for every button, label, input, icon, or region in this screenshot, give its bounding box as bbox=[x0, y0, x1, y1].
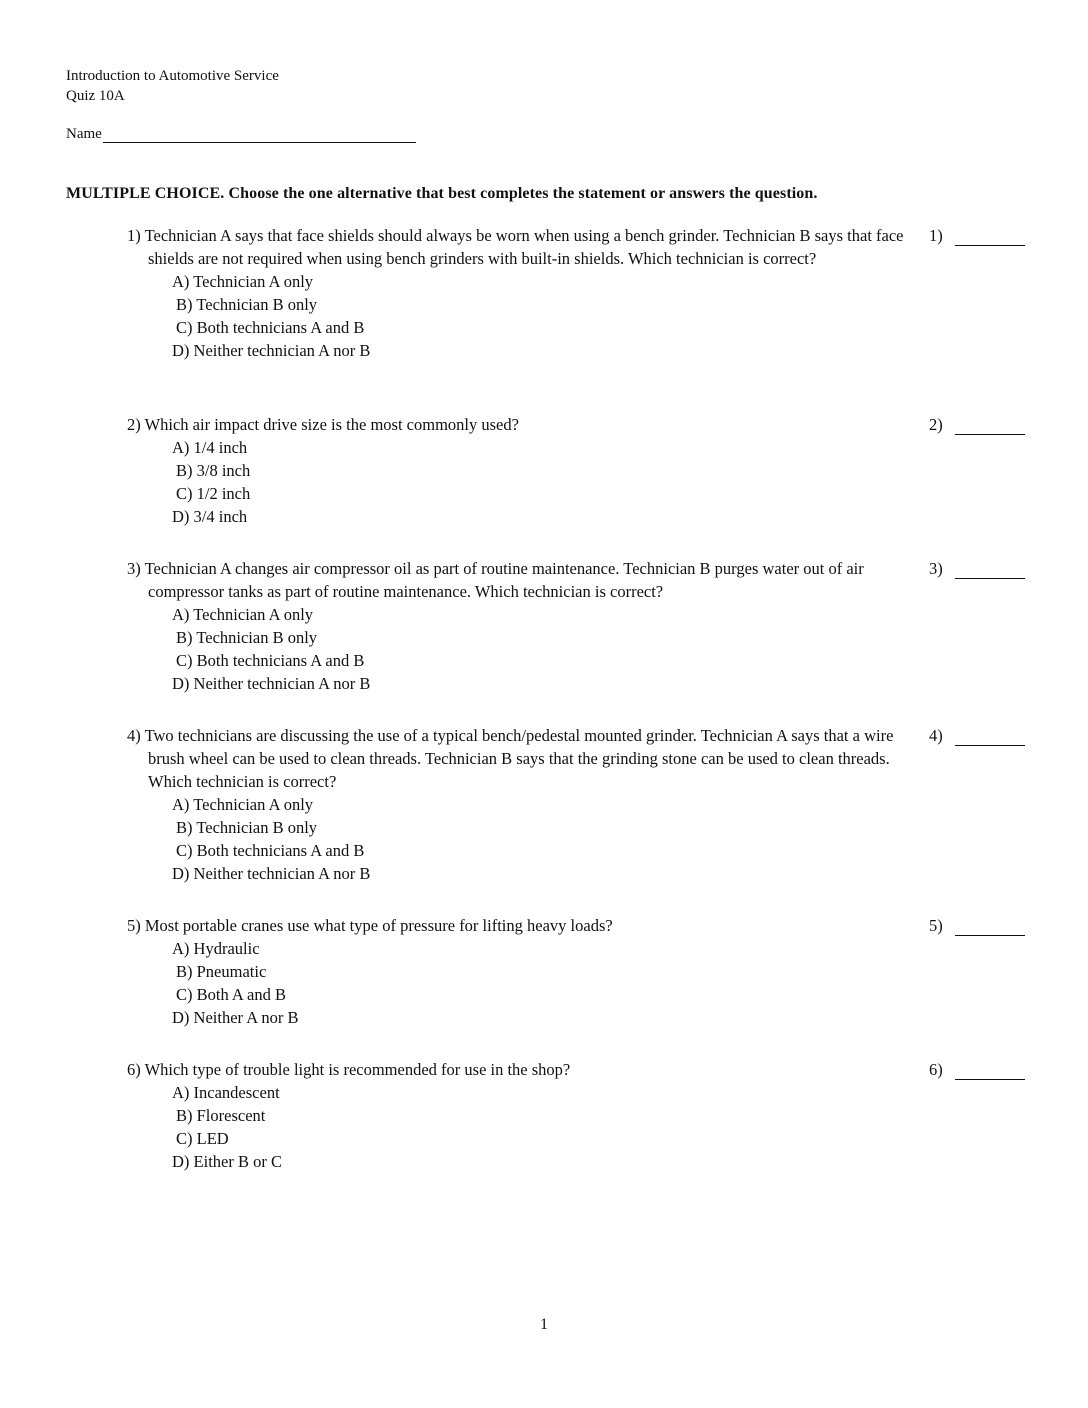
answer-blank-1 bbox=[929, 226, 1025, 246]
answer-blank-6 bbox=[929, 1060, 1025, 1080]
question-stem: 4) Two technicians are discussing the use of a typical bench/pedestal mounted grinder. Technician A says that a wire brush wheel can be used to clean threads. Technician B says that the grinding stone can be used to clean threads. Which technician is correct? bbox=[127, 726, 894, 791]
answer-line[interactable] bbox=[955, 1063, 1025, 1080]
option-a: A) Technician A only bbox=[172, 605, 314, 624]
answer-number: 2) bbox=[929, 415, 943, 434]
page-number: 1 bbox=[540, 1316, 548, 1333]
answer-line[interactable] bbox=[955, 562, 1025, 579]
name-label: Name bbox=[66, 126, 102, 142]
option-a: A) 1/4 inch bbox=[172, 438, 248, 457]
answer-line[interactable] bbox=[955, 418, 1025, 435]
answer-line[interactable] bbox=[955, 919, 1025, 936]
option-b: B) Pneumatic bbox=[176, 962, 267, 981]
question-4 bbox=[127, 724, 907, 885]
name-blank-line[interactable] bbox=[103, 125, 416, 143]
option-d: D) Neither A nor B bbox=[172, 1008, 299, 1027]
option-a: A) Hydraulic bbox=[172, 939, 260, 958]
question-5 bbox=[127, 914, 907, 1029]
option-b: B) Technician B only bbox=[176, 628, 318, 647]
options-list bbox=[172, 270, 907, 362]
option-d: D) Neither technician A nor B bbox=[172, 674, 371, 693]
question-3 bbox=[127, 557, 907, 695]
option-b: B) 3/8 inch bbox=[176, 461, 251, 480]
question-1 bbox=[127, 224, 907, 362]
question-stem: 5) Most portable cranes use what type of pressure for lifting heavy loads? bbox=[127, 916, 613, 935]
option-d: D) 3/4 inch bbox=[172, 507, 248, 526]
option-c: C) Both technicians A and B bbox=[176, 841, 365, 860]
options-list bbox=[172, 793, 907, 885]
options-list bbox=[172, 436, 907, 528]
option-c: C) Both technicians A and B bbox=[176, 651, 365, 670]
answer-line[interactable] bbox=[955, 229, 1025, 246]
option-b: B) Technician B only bbox=[176, 295, 318, 314]
answer-number: 1) bbox=[929, 226, 943, 245]
answer-blank-3 bbox=[929, 559, 1025, 579]
answer-line[interactable] bbox=[955, 729, 1025, 746]
answer-number: 6) bbox=[929, 1060, 943, 1079]
quiz-title: Quiz 10A bbox=[66, 88, 125, 104]
option-d: D) Neither technician A nor B bbox=[172, 864, 371, 883]
answer-blank-4 bbox=[929, 726, 1025, 746]
option-d: D) Either B or C bbox=[172, 1152, 282, 1171]
options-list bbox=[172, 603, 907, 695]
instructions-heading: MULTIPLE CHOICE. Choose the one alternative that best completes the statement or answers the question. bbox=[66, 185, 818, 202]
option-c: C) 1/2 inch bbox=[176, 484, 251, 503]
course-title: Introduction to Automotive Service bbox=[66, 68, 279, 84]
answer-number: 5) bbox=[929, 916, 943, 935]
option-b: B) Florescent bbox=[176, 1106, 266, 1125]
question-6 bbox=[127, 1058, 907, 1173]
option-c: C) LED bbox=[176, 1129, 229, 1148]
answer-blank-5 bbox=[929, 916, 1025, 936]
question-2 bbox=[127, 413, 907, 528]
answer-number: 3) bbox=[929, 559, 943, 578]
option-c: C) Both A and B bbox=[176, 985, 287, 1004]
option-a: A) Technician A only bbox=[172, 795, 314, 814]
options-list bbox=[172, 937, 907, 1029]
answer-blank-2 bbox=[929, 415, 1025, 435]
option-c: C) Both technicians A and B bbox=[176, 318, 365, 337]
option-a: A) Technician A only bbox=[172, 272, 314, 291]
question-stem: 6) Which type of trouble light is recommended for use in the shop? bbox=[127, 1060, 571, 1079]
options-list bbox=[172, 1081, 907, 1173]
name-field bbox=[66, 125, 416, 143]
answer-number: 4) bbox=[929, 726, 943, 745]
option-d: D) Neither technician A nor B bbox=[172, 341, 371, 360]
question-stem: 2) Which air impact drive size is the most commonly used? bbox=[127, 415, 519, 434]
option-a: A) Incandescent bbox=[172, 1083, 280, 1102]
question-stem: 1) Technician A says that face shields should always be worn when using a bench grinder. Technician B says that face shields are not required when using bench grinders with built-in shields. Which technician is correct? bbox=[127, 226, 904, 268]
option-b: B) Technician B only bbox=[176, 818, 318, 837]
question-stem: 3) Technician A changes air compressor oil as part of routine maintenance. Technician B purges water out of air compressor tanks as part of routine maintenance. Which technician is correct? bbox=[127, 559, 864, 601]
